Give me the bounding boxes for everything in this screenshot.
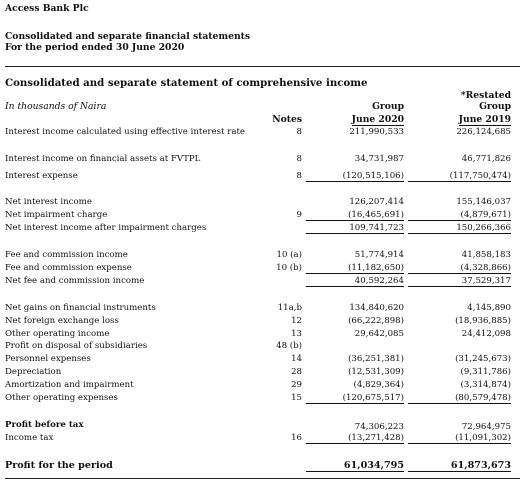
row-value-2020: 51,774,914	[354, 250, 404, 260]
row-value-2019: (80,579,478)	[408, 393, 511, 404]
row-value-2019: (11,091,302)	[408, 433, 511, 444]
row-value-2020: 109,741,723	[306, 223, 404, 234]
row-note: 10 (a)	[276, 250, 302, 260]
row-value-2020: 29,642,085	[354, 329, 404, 339]
row-label: Fee and commission income	[5, 250, 128, 260]
row-note: 10 (b)	[276, 263, 302, 273]
row-note: 8	[296, 171, 302, 181]
unit-label: In thousands of Naira	[5, 101, 107, 112]
row-note: 13	[291, 329, 302, 339]
row-label: Income tax	[5, 433, 54, 443]
section-title: Consolidated and separate statement of comprehensive income	[5, 77, 368, 89]
row-label: Depreciation	[5, 367, 62, 377]
row-value-2020: (120,675,517)	[306, 393, 404, 404]
row-value-2019: 61,873,673	[408, 460, 511, 472]
row-value-2019: (4,879,671)	[408, 210, 511, 221]
col-2020-group: Group	[372, 101, 404, 112]
row-note: 28	[291, 367, 302, 377]
row-note: 8	[296, 127, 302, 137]
row-value-2020: (12,531,309)	[348, 367, 404, 377]
row-value-2019: 226,124,685	[456, 127, 511, 137]
row-value-2019: 41,858,183	[461, 250, 511, 260]
row-label: Interest income calculated using effective interest rate	[5, 127, 245, 137]
row-value-2019: 150,266,366	[408, 223, 511, 234]
row-label: Net gains on financial instruments	[5, 303, 156, 313]
row-value-2019: (117,750,474)	[408, 171, 511, 182]
section-divider	[5, 66, 520, 67]
col-2020-date: June 2020	[351, 114, 404, 125]
row-value-2019: 46,771,826	[461, 154, 511, 164]
row-value-2020: 74,306,223	[354, 422, 404, 432]
row-value-2019: (9,311,786)	[460, 367, 511, 377]
row-label: Profit before tax	[5, 420, 84, 430]
row-value-2020: (16,465,691)	[306, 210, 404, 221]
row-label: Net fee and commission income	[5, 276, 145, 286]
row-value-2020: (4,829,364)	[353, 380, 404, 390]
row-label: Other operating expenses	[5, 393, 118, 403]
row-value-2019: 37,529,317	[408, 276, 511, 287]
row-note: 8	[296, 154, 302, 164]
restated-marker: *Restated	[460, 90, 511, 101]
row-value-2020: (13,271,428)	[306, 433, 404, 444]
row-value-2020: (36,251,381)	[348, 354, 404, 364]
statement-title: Consolidated and separate financial statements	[5, 31, 251, 42]
row-label: Other operating income	[5, 329, 110, 339]
row-value-2020: (11,182,650)	[306, 263, 404, 274]
col-2019-date: June 2019	[458, 114, 511, 125]
row-value-2020: 211,990,533	[349, 127, 404, 137]
row-label: Fee and commission expense	[5, 263, 132, 273]
row-note: 29	[291, 380, 302, 390]
row-value-2019: 4,145,890	[467, 303, 511, 313]
row-value-2019: 72,964,975	[461, 422, 511, 432]
row-label: Net interest income	[5, 197, 92, 207]
row-value-2020: 134,840,620	[349, 303, 404, 313]
row-label: Profit on disposal of subsidiaries	[5, 341, 148, 351]
row-label: Net interest income after impairment charges	[5, 223, 207, 233]
row-value-2020: 126,207,414	[349, 197, 404, 207]
row-label: Interest expense	[5, 171, 78, 181]
row-value-2019: 155,146,037	[456, 197, 511, 207]
period-line: For the period ended 30 June 2020	[5, 42, 185, 53]
row-value-2020: (66,222,898)	[348, 316, 404, 326]
row-value-2020: (120,515,106)	[306, 171, 404, 182]
row-value-2019: (4,328,866)	[408, 263, 511, 274]
row-note: 12	[291, 316, 302, 326]
row-label: Net impairment charge	[5, 210, 108, 220]
row-label: Interest income on financial assets at FVTPL	[5, 154, 201, 164]
row-note: 48 (b)	[276, 341, 302, 351]
row-value-2020: 34,731,987	[354, 154, 404, 164]
company-name: Access Bank Plc	[5, 3, 89, 14]
row-note: 9	[296, 210, 302, 220]
row-label: Personnel expenses	[5, 354, 91, 364]
row-value-2019: (18,936,885)	[455, 316, 511, 326]
row-note: 11a,b	[277, 303, 302, 313]
notes-header: Notes	[272, 114, 302, 125]
col-2019-group: Group	[479, 101, 511, 112]
row-note: 15	[291, 393, 302, 403]
row-value-2020: 61,034,795	[306, 460, 404, 472]
row-label: Net foreign exchange loss	[5, 316, 119, 326]
row-label: Amortization and impairment	[5, 380, 134, 390]
row-note: 16	[291, 433, 302, 443]
row-value-2019: (31,245,673)	[455, 354, 511, 364]
row-note: 14	[291, 354, 302, 364]
row-value-2020: 40,592,264	[306, 276, 404, 287]
row-value-2019: (3,314,874)	[460, 380, 511, 390]
row-value-2019: 24,412,098	[461, 329, 511, 339]
row-label: Profit for the period	[5, 460, 113, 471]
bottom-divider	[5, 478, 520, 479]
